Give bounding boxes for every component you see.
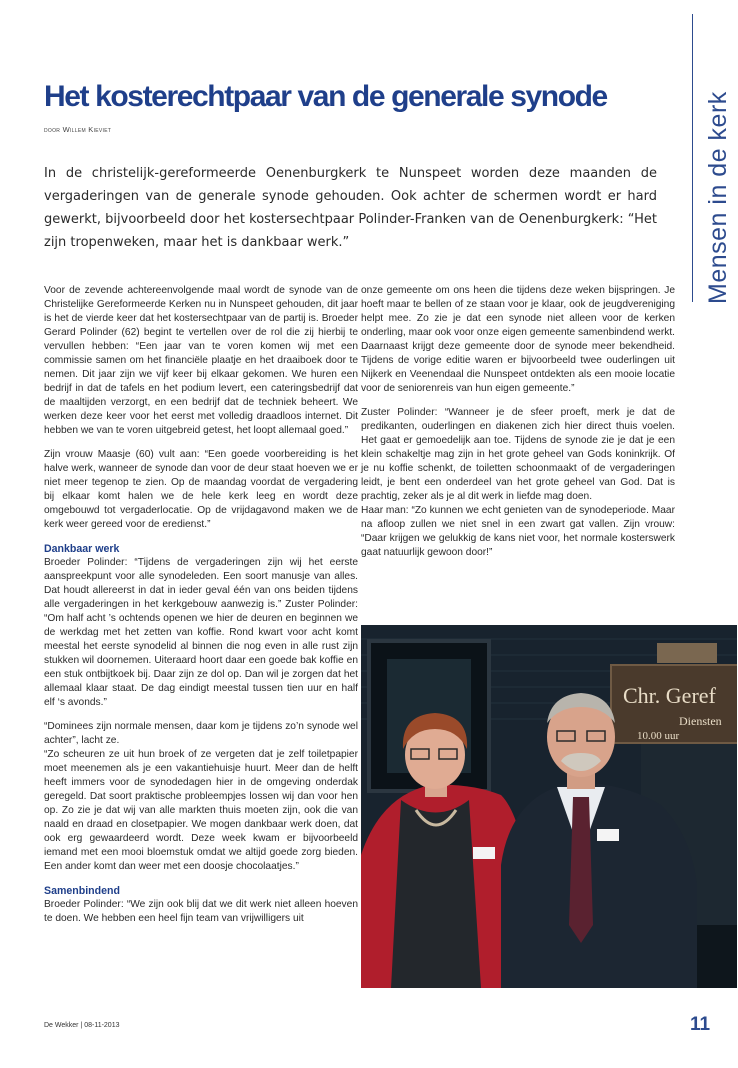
paragraph: Zijn vrouw Maasje (60) vult aan: “Een goede voorbereiding is het halve werk, wanneer de synode dan voor de deur staat hoeven we er niet meer tegenop te zien. Op de maandag voordat de vergadering bij elkaar komt halen we de hele kerk leeg en wordt deze omgebouwd tot vergaderlocatie. Op de vrijdagavond maken we de kerk weer gereed voor de eredienst.”	[44, 449, 358, 530]
sign-text-line3: 10.00 uur	[637, 730, 680, 742]
article-intro: In de christelijk-gereformeerde Oenenburgkerk te Nunspeet worden deze maanden de vergaderingen van de generale synode gehouden. Ook achter de schermen wordt er hard gewerkt, bijvoorbeeld door het kostersechtpaar Polinder-Franken van de Oenenburgkerk: “Het zijn tropenweken, maar het is dankbaar werk.”	[44, 166, 657, 250]
sign-text-line1: Chr. Geref	[623, 683, 716, 708]
paragraph: Haar man: “Zo kunnen we echt genieten van de synodeperiode. Maar na afloop zullen we niet snel in een zwart gat vallen. Zijn vrouw: “Daar krijgen we gelukkig de kans niet voor, het normale kosterswerk gaat natuurlijk gewoon door!”	[361, 505, 675, 558]
paragraph: Broeder Polinder: “Tijdens de vergaderingen zijn wij het eerste aanspreekpunt voor alle synodeleden. Een soort manusje van alles. Dat houdt allereerst in dat in ieder geval één van ons beiden tijdens alle vergaderingen in het kerkgebouw aanwezig is.” Zuster Polinder: “Om half acht ’s ochtends openen we hier de deuren en beginnen we de werkdag met het zetten van koffie. Rond kwart voor acht komt meestal het eerste synodelid al binnen die nog even in alle rust zijn stukken wil doornemen. Uiteraard hoort daar een goede bak koffie en een stuk ontbijtkoek bij. Daar zijn ze dol op. Dan wil je zorgen dat het allemaal klaar staat. De dag eindigt meestal tussen tien uur en half elf ‘s avonds.”	[44, 557, 358, 708]
footer-source: De Wekker | 08-11-2013	[44, 1022, 120, 1029]
paragraph: Voor de zevende achtereenvolgende maal wordt de synode van de Christelijke Gereformeerde Kerken nu in Nunspeet gehouden, dit jaar is het de vierde keer dat het kostersechtpaar van de partij is. Broeder Gerard Polinder (62) begint te vertellen over de rol die zij hierbij te vervullen hebben: “Een jaar van te voren komen wij met een commissie samen om het financiële plaatje en het draaiboek door te nemen. Dit jaar zijn we vijf keer bij elkaar gekomen. We huren een bedrijf in dat de tafels en het podium levert, een cateringsbedrijf dat de maaltijden verzorgt, en een bedrijf dat de techniek beheert. We werken deze keer voor het eerst met volledig draadloos internet. Dit hebben we van te voren uitgebreid getest, het loopt allemaal goed.”	[44, 285, 358, 436]
article-headline: Het kosterechtpaar van de generale synode	[44, 80, 607, 113]
article-photo	[361, 625, 737, 988]
subheading-samenbindend: Samenbindend	[44, 885, 120, 897]
paragraph: Zuster Polinder: “Wanneer je de sfeer proeft, merk je dat de predikanten, ouderlingen en diakenen zich hier direct thuis voelen. Het gaat er gemoedelijk aan toe. Tijdens de synode zie je dat je een klein schakeltje mag zijn in het grote geheel van Gods koninkrijk. Of je nu koffie schenkt, de toiletten schoonmaakt of de vergaderingen leidt, je bent een onderdeel van het grote geheel van God. Dat is prachtig, zeker als je al dit werk in liefde mag doen.	[361, 407, 675, 502]
paragraph: onze gemeente om ons heen die tijdens deze weken bijspringen. Je hoeft maar te bellen of ze staan voor je klaar, ook de jeugdvereniging helpt mee. Zo zie je dat een synode niet alleen voor de kerken onderling, maar ook voor onze eigen gemeente samenbindend werkt. Daarnaast krijgt deze gemeente door de synode meer bekendheid. Tijdens de vorige editie waren er bijvoorbeeld twee ouderlingen uit Nijkerk en Veenendaal die Nunspeet ontdekten als een mooie locatie voor de seniorenreis van hun eigen gemeente.”	[361, 285, 675, 394]
subheading-dankbaar-werk: Dankbaar werk	[44, 543, 120, 555]
paragraph: “Dominees zijn normale mensen, daar kom je tijdens zo’n synode wel achter”, lacht ze.	[44, 721, 358, 746]
sign-text-line2: Diensten	[679, 714, 722, 728]
paragraph: “Zo scheuren ze uit hun broek of ze vergeten dat je zelf toiletpapier moet meenemen als je een vakantiehuisje huurt. Meer dan de helft heeft immers voor de synodedagen hier in de omgeving onderdak geregeld. Dat soort praktische probleempjes lossen wij dan voor hen op. Zo zie je dat wij van alle markten thuis moeten zijn, ook die van naald en draad en closetpapier. We mogen dankbaar werk doen, dat ook erg gewaardeerd wordt. Deze week kwam er bijvoorbeeld iemand met een mooi bloemstuk omdat we altijd goede zorg bieden. Een ander komt dan weer met een doosje chocolaatjes.”	[44, 749, 358, 872]
article-column-right	[361, 284, 675, 570]
page-number: 11	[690, 1014, 711, 1035]
article-byline: door Willem Kieviet	[44, 125, 112, 134]
section-rule	[692, 14, 693, 302]
article-column-left	[44, 284, 358, 936]
section-label: Mensen in de kerk	[704, 91, 732, 304]
paragraph: Broeder Polinder: “We zijn ook blij dat we dit werk niet alleen hoeven te doen. We hebben een heel fijn team van vrijwilligers uit	[44, 899, 358, 924]
